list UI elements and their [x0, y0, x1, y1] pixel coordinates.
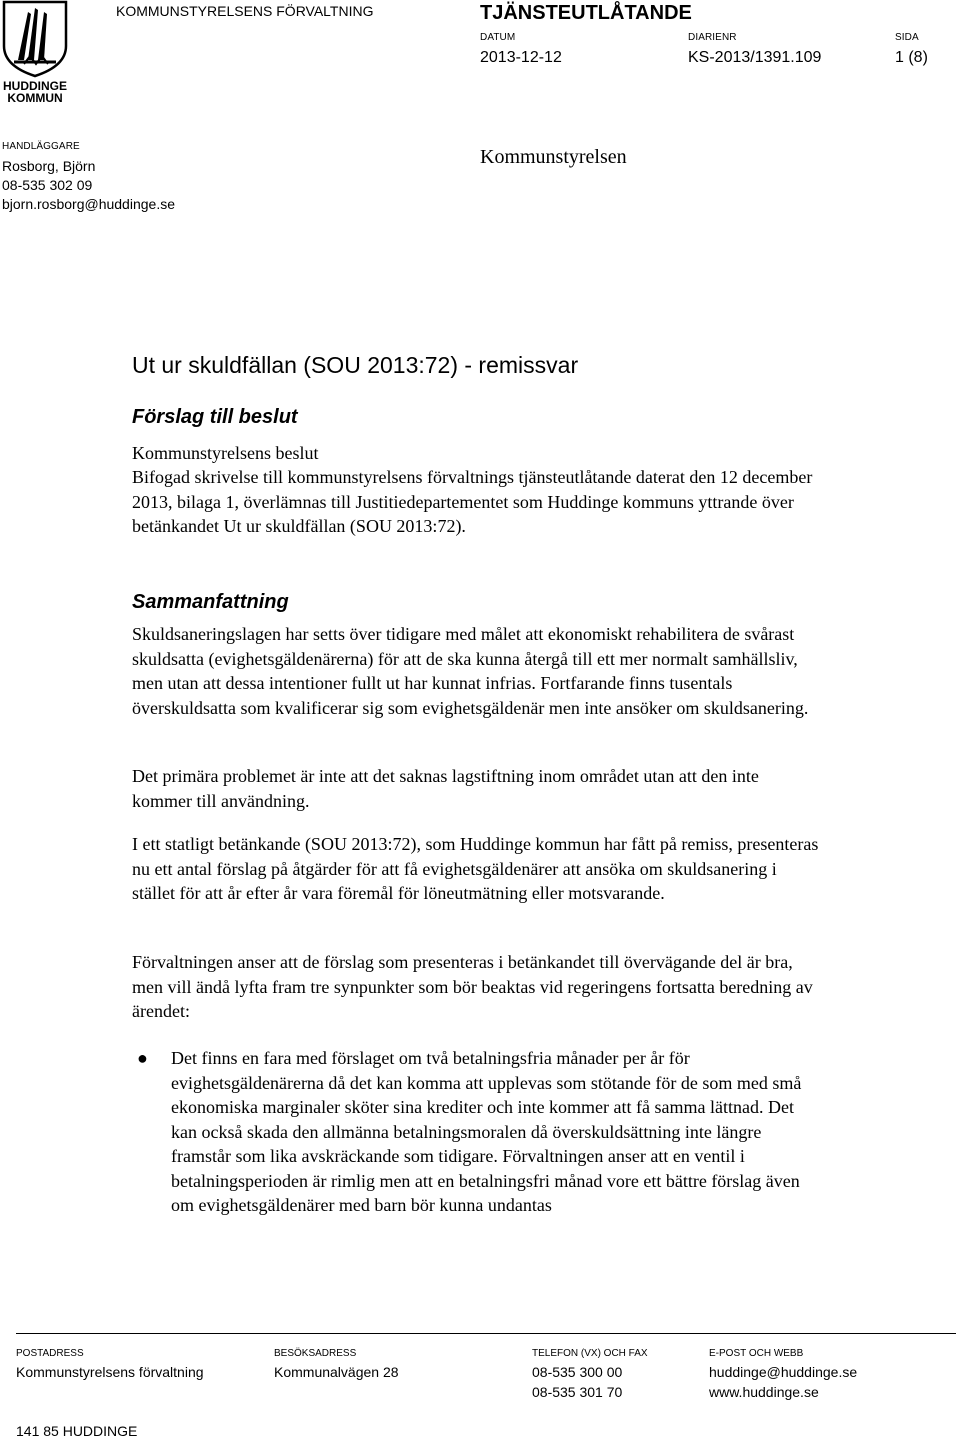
- footer-visit-label: BESÖKSADRESS: [274, 1348, 357, 1359]
- footer-email[interactable]: huddinge@huddinge.se: [709, 1364, 858, 1380]
- footer-fax: 08-535 301 70: [532, 1384, 623, 1400]
- footer-phone-label: TELEFON (VX) OCH FAX: [532, 1348, 648, 1359]
- case-officer-phone: 08-535 302 09: [2, 177, 93, 193]
- footer-visit-address: Kommunalvägen 28: [274, 1364, 399, 1380]
- page-number: 1 (8): [895, 49, 928, 66]
- footer-website[interactable]: www.huddinge.se: [709, 1384, 819, 1400]
- summary-paragraph: Skuldsaneringslagen har setts över tidigare med målet att ekonomiskt rehabilitera de svårast skuldsatta (evighetsgäldenärerna) för att de ska kunna återgå till ett mer normalt samhällsliv, men utan att dessa intentioner fullt ut har kunnat infrias. Fortfarande finns tusentals överskuldsatta som kvalificerar sig som evighetsgäldenär men inte ansöker om skuldsanering.: [132, 624, 809, 718]
- footer-postal-address: Kommunstyrelsens förvaltning: [16, 1364, 204, 1380]
- bullet-item: Det finns en fara med förslaget om två betalningsfria månader per år för evighetsgäldenärerna då det kan komma att upplevas som stötande för de som med små ekonomiska marginaler sköter sina krediter och inte kommer att få samma lättnad. Det kan också skada den allmänna betalningsmoralen då överskuldsättning inte längre framstår som lika avskräckande som tidigare. Förvaltningen anser att en ventil i betalningsperioden är rimlig men att en betalningsfri månad vore ett bättre förslag även om evighetsgäldenärer med barn bör kunna undantas: [171, 1048, 802, 1215]
- proposal-heading: Förslag till beslut: [132, 406, 298, 428]
- registration-number-value: KS-2013/1391.109: [688, 49, 822, 66]
- footer-postal-code: 141 85 HUDDINGE: [16, 1423, 138, 1439]
- recipient: Kommunstyrelsen: [480, 146, 627, 168]
- registration-number-label: DIARIENR: [688, 32, 737, 43]
- logo-text-line2: KOMMUN: [7, 91, 63, 104]
- document-type: TJÄNSTEUTLÅTANDE: [480, 2, 692, 24]
- footer-email-label: E-POST OCH WEBB: [709, 1348, 804, 1359]
- decision-text: Bifogad skrivelse till kommunstyrelsens förvaltnings tjänsteutlåtande daterat den 12 december 2013, bilaga 1, överlämnas till Justitiedepartementet som Huddinge kommuns yttrande över betänkandet Ut ur skuldfällan (SOU 2013:72).: [132, 467, 813, 536]
- document-title: Ut ur skuldfällan (SOU 2013:72) - remissvar: [132, 352, 579, 378]
- footer-divider: [16, 1333, 956, 1334]
- page-label: SIDA: [895, 32, 919, 43]
- case-officer-name: Rosborg, Björn: [2, 158, 96, 174]
- case-officer-label: HANDLÄGGARE: [2, 141, 80, 152]
- footer-phone: 08-535 300 00: [532, 1364, 623, 1380]
- summary-paragraph: Det primära problemet är inte att det saknas lagstiftning inom området utan att den inte kommer till användning.: [132, 766, 759, 811]
- municipal-crest-icon: [0, 0, 70, 104]
- footer-postal-label: POSTADRESS: [16, 1348, 84, 1359]
- logo-text-line1: HUDDINGE: [2, 79, 68, 93]
- date-value: 2013-12-12: [480, 49, 562, 66]
- huddinge-logo: [0, 0, 70, 104]
- summary-paragraph: Förvaltningen anser att de förslag som presenteras i betänkandet till övervägande del är bra, men vill ändå lyfta fram tre synpunkter som bör beaktas vid regeringens fortsatta beredning av ärendet:: [132, 952, 813, 1021]
- summary-heading: Sammanfattning: [132, 591, 289, 613]
- organization-name: KOMMUNSTYRELSENS FÖRVALTNING: [116, 3, 374, 19]
- case-officer-email[interactable]: bjorn.rosborg@huddinge.se: [2, 196, 175, 212]
- bullet-icon: ●: [137, 1048, 148, 1068]
- decision-subheading: Kommunstyrelsens beslut: [132, 443, 319, 463]
- date-label: DATUM: [480, 32, 516, 43]
- summary-paragraph: I ett statligt betänkande (SOU 2013:72), som Huddinge kommun har fått på remiss, presenteras nu ett antal förslag på åtgärder för att få evighetsgäldenärer att ansöka om skuldsanering i stället för att år efter år vara föremål för löneutmätning eller motsvarande.: [132, 834, 819, 903]
